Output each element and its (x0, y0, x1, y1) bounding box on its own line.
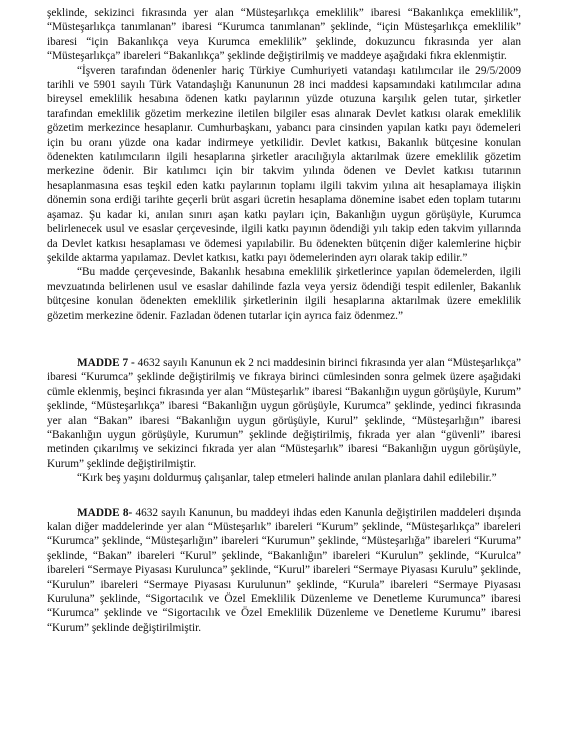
paragraph-state-contribution: “İşveren tarafından ödenenler hariç Türkiye Cumhuriyeti vatandaşı katılımcılar ile 29/5/2009 tarihli ve 5901 sayılı Türk Vatandaşlığı Kanununun 28 inci maddesi kapsamındaki katılımcılar adına bireysel emeklilik hesabına ödenen katkı paylarının yüzde otuzuna karşılık gelen tutar, şirketler tarafından emeklilik gözetim merkezine iletilen bilgiler esas alınarak Devlet katkısı olarak emeklilik gözetim merkezince hesaplanır. Cumhurbaşkanı, yabancı para cinsinden yapılan katkı payı ödemeleri için bu oranı yüzde ona kadar indirmeye yetkilidir. Devlet katkısı, Bakanlık bütçesine konulan ödenekten katılımcıların ilgili hesaplarına şirketler aracılığıyla aktarılmak üzere emeklilik gözetim merkezine ödenir. Bir katılımcı için bir takvim yılında ödenen ve Devlet katkısı tutarının hesaplanmasına esas teşkil eden katkı paylarının toplamı ilgili takvim yılına ait hesaplamaya ilişkin dönemin sona erdiği tarihte geçerli brüt asgari ücretin hesaplama dönemine isabet eden toplam tutarını aşamaz. Şu kadar ki, anılan sınırı aşan katkı payları için, Bakanlığın uygun görüşüyle, Kurumca belirlenecek usul ve esaslar çerçevesinde, ilgili katkı payının ödendiği yılı takip eden takvim yıllarında da Devlet katkısı hesaplaması ve ödemesi yapılabilir. Bu ödenekten bütçenin diğer kalemlerine hiçbir şekilde aktarma yapılamaz. Devlet katkısı, katkı payı ödemelerinden ayrı olarak takip edilir.” (47, 64, 521, 264)
paragraph-amendment-intro: şeklinde, sekizinci fıkrasında yer alan “Müsteşarlıkça emeklilik” ibaresi “Bakanlıkça emeklilik”, “Müsteşarlıkça tanımlanan” ibaresi “Kurumca tanımlanan” şeklinde, “için Müsteşarlıkça emeklilik” ibaresi “için Bakanlıkça veya Kurumca emeklilik” şeklinde, dokuzuncu fıkrasında yer alan “Müsteşarlıkça” ibareleri “Bakanlıkça” şeklinde değiştirilmiş ve maddeye aşağıdaki fıkra eklenmiştir. (47, 7, 521, 63)
article-8 (47, 506, 521, 636)
article-8-title: MADDE 8- (77, 506, 133, 519)
article-7-body: 4632 sayılı Kanunun ek 2 nci maddesinin birinci fıkrasında yer alan “Müsteşarlıkça” ibaresi “Kurumca” şeklinde değiştirilmiş ve fıkraya birinci cümlesinden sonra gelmek üzere aşağıdaki cümle eklenmiş, beşinci fıkrasında yer alan “Müsteşarlık” ibaresi “Bakanlığın uygun görüşüyle, Kurum” şeklinde, “Müsteşarlıkça” ibaresi “Bakanlığın uygun görüşüyle, Kurumca” şeklinde, yedinci fıkrasında yer alan “Bakan” ibaresi “Bakanlığın uygun görüşüyle, Kurul” şeklinde, “Müsteşarlığın” ibaresi “Bakanlığın uygun görüşüyle, Kurumun” şeklinde değiştirilmiş, fıkrada yer alan “güvenli” ibaresi metinden çıkarılmış ve sekizinci fıkrada yer alan “Müsteşarlık” ibaresi “Bakanlığın uygun görüşüyle, Kurum” şeklinde değiştirilmiştir. (47, 356, 521, 470)
paragraph-refund-clause: “Bu madde çerçevesinde, Bakanlık hesabına emeklilik şirketlerince yapılan ödemelerden, ilgili mevzuatında belirlenen usul ve esaslar dahilinde fazla veya yersiz ödendiği tespit edilenler, Bakanlık bütçesine konulan ödenekten emeklilik şirketlerinin ilgili hesaplarına aktarılmak üzere emeklilik gözetim merkezine ödenir. Fazladan ödenen tutarlar için ayrıca faiz ödenmez.” (47, 266, 521, 322)
article-7-title: MADDE 7 - (77, 356, 135, 369)
article-7-quote: “Kırk beş yaşını doldurmuş çalışanlar, talep etmeleri halinde anılan planlara dahil edilebilir.” (77, 472, 497, 485)
article-8-body: 4632 sayılı Kanunun, bu maddeyi ihdas eden Kanunla değiştirilen maddeleri dışında kalan diğer maddelerinde yer alan “Müsteşarlık” ibareleri “Kurum” şeklinde, “Müsteşarlıkça” ibareleri “Kurumca” şeklinde, “Müsteşarlığın” ibareleri “Kurumun” şeklinde, “Müsteşarlığa” ibareleri “Kuruma” şeklinde, “Bakan” ibareleri “Kurul” şeklinde, “Bakanlığın” ibareleri “Kurulun” şeklinde, “Kurulca” ibareleri “Sermaye Piyasası Kurulunca” şeklinde, “Kurul” ibareleri “Sermaye Piyasası Kurulu” şeklinde, “Kurulun” ibareleri “Sermaye Piyasası Kurulunun” şeklinde, “Kurula” ibareleri “Sermaye Piyasası Kuruluna” şeklinde, “Sigortacılık ve Özel Emeklilik Düzenleme ve Denetleme Kurumunca” ibaresi “Kurumca” şeklinde ve “Sigortacılık ve Özel Emeklilik Düzenleme ve Denetleme Kurumu” ibaresi “Kurum” şeklinde değiştirilmiştir. (47, 506, 521, 634)
article-7 (47, 356, 521, 471)
